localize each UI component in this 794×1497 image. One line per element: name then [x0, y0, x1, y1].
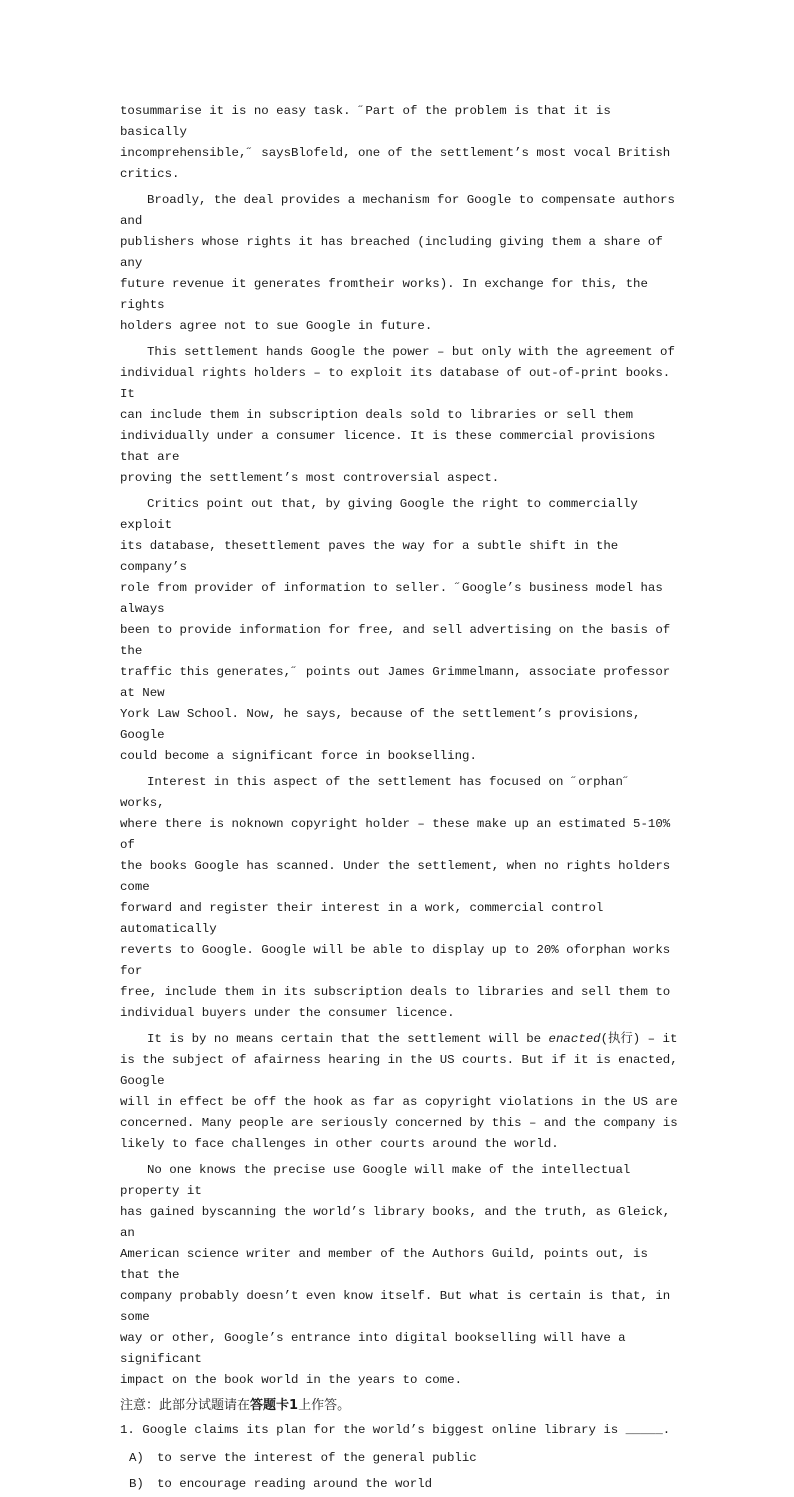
- option-a[interactable]: [120, 1445, 680, 1471]
- option-b[interactable]: [120, 1471, 680, 1497]
- enacted-term: enacted: [548, 1032, 601, 1046]
- paragraph-4: Critics point out that, by giving Google the right to commercially exploit its database, thesettlement paves the way for a subtle shift in the company’s role from provider of information to seller. ˝Google’s business model has always been to provide information for free, and sell advertising on the basis of the traffic this generates,˝ points out James Grimmelmann, associate professor at New York Law School. Now, he says, because of the settlement’s provisions, Google could become a significant force in bookselling.: [120, 497, 671, 763]
- option-key: B): [129, 1477, 144, 1491]
- note-answer-card: 答题卡1: [250, 1398, 299, 1413]
- answer-sheet-note: [120, 1396, 680, 1416]
- option-key: A): [129, 1451, 144, 1465]
- paragraph-6-start: It is by no means certain that the settlement will be: [147, 1032, 549, 1046]
- note-text-before: 注意：此部分试题请在: [120, 1398, 251, 1413]
- paragraph-1: tosummarise it is no easy task. ˝Part of the problem is that it is basically incomprehensible,˝ saysBlofeld, one of the settlement’s most vocal British critics.: [120, 104, 671, 181]
- paragraph-6-rest: – it is the subject of afairness hearing in the US courts. But if it is enacted, Google will in effect be off the hook as far as copyright violations in the US are concerned. Many people are seriously concerned by this – and the company is likely to face challenges in other courts around the world.: [120, 1032, 678, 1151]
- paragraph-6: [120, 1029, 680, 1155]
- note-text-after: 上作答。: [298, 1398, 351, 1413]
- document-page: [120, 101, 680, 1497]
- option-text: to encourage reading around the world: [157, 1477, 433, 1491]
- paragraph-5: Interest in this aspect of the settlement has focused on ˝orphan˝ works, where there is noknown copyright holder – these make up an estimated 5-10% of the books Google has scanned. Under the settlement, when no rights holders come forward and register their interest in a work, commercial control automatically reverts to Google. Google will be able to display up to 20% oforphan works for free, include them in its subscription deals to libraries and sell them to individual buyers under the consumer licence.: [120, 775, 671, 1020]
- question-1: 1. Google claims its plan for the world’s biggest online library is _____.: [120, 1423, 671, 1437]
- enacted-gloss: (执行): [600, 1032, 641, 1046]
- option-text: to serve the interest of the general public: [157, 1451, 477, 1465]
- paragraph-2: Broadly, the deal provides a mechanism for Google to compensate authors and publishers whose rights it has breached (including giving them a share of any future revenue it generates fromtheir works). In exchange for this, the rights holders agree not to sue Google in future.: [120, 193, 675, 333]
- paragraph-3: This settlement hands Google the power – but only with the agreement of individual rights holders – to exploit its database of out-of-print books. It can include them in subscription deals sold to libraries or sell them individually under a consumer licence. It is these commercial provisions that are proving the settlement’s most controversial aspect.: [120, 345, 675, 485]
- paragraph-7: No one knows the precise use Google will make of the intellectual property it has gained byscanning the world’s library books, and the truth, as Gleick, an American science writer and member of the Authors Guild, points out, is that the company probably doesn’t even know itself. But what is certain is that, in some way or other, Google’s entrance into digital bookselling will have a significant impact on the book world in the years to come.: [120, 1163, 671, 1387]
